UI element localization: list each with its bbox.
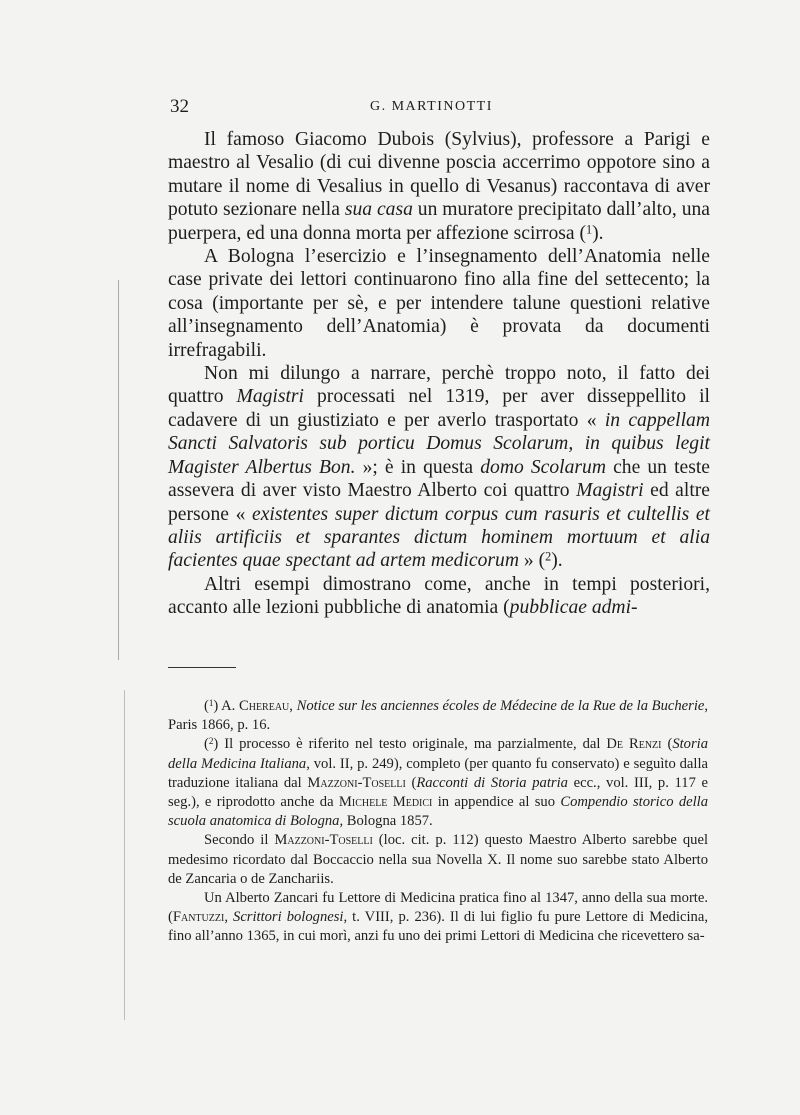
footnote-ref-2[interactable]: 2 (545, 549, 552, 564)
running-title: G. MARTINOTTI (370, 99, 493, 114)
footnote-separator (168, 667, 236, 668)
footnote-2-continued-a: Secondo il Mazzoni-Toselli (loc. cit. p. 112) questo Maestro Alberto sarebbe quel medesimo ricordato dal Boccaccio nella sua Novella X. Il nome suo sarebbe stato Alberto de Zancaria o de Zanchariis. (168, 832, 708, 887)
paragraph-2: A Bologna l’esercizio e l’insegnamento dell’Anatomia nelle case private dei lettori continuarono fino alla fine del settecento; la cosa (importante per sè, e per intendere talune questioni relative all’insegnamento dell’Anatomia) è provata da documenti irrefragabili. (168, 246, 710, 361)
main-text (168, 128, 710, 620)
footnote-ref-1[interactable]: 1 (585, 222, 593, 237)
footnotes (168, 697, 708, 947)
footnote-2: ($^2$) Il processo è riferito nel testo originale, ma parzialmente, dal De Renzi (Storia della Medicina Italiana, vol. II, p. 249), completo (per quanto fu conservato) e seguìto dalla traduzione italiana dal Mazzoni-Toselli (Racconti di Storia patria ecc., vol. III, p. 117 e seg.), e riprodotto anche da Michele Medici in appendice al suo Compendio storico della scuola anatomica di Bologna, Bologna 1857. (168, 736, 709, 830)
footnote-2-continued-b: Un Alberto Zancari fu Lettore di Medicina pratica fino al 1347, anno della sua morte. (Fantuzzi, Scrittori bolognesi, t. VIII, p. 236). Il di lui figlio fu pure Lettore di Medicina, fino all’anno 1365, in cui morì, anzi fu uno dei primi Lettori di Medicina che ricevettero sa- (168, 890, 708, 945)
footnote-1: ($^1$) A. Chereau, Notice sur les anciennes écoles de Médecine de la Rue de la Bucherie, Paris 1866, p. 16. (168, 697, 709, 734)
paragraph-1: Il famoso Giacomo Dubois (Sylvius), professore a Parigi e maestro al Vesalio (di cui divenne poscia accerrimo oppotore sino a mutare il nome di Vesalius in quello di Vesanus) raccontava di aver potuto sezionare nella sua casa un muratore precipitato dall’alto, una puerpera, ed una donna morta per affezione scirrosa ($^1$). (168, 129, 710, 244)
page-number: 32 (170, 96, 189, 117)
margin-pencil-line-lower (124, 690, 125, 1020)
margin-pencil-line (118, 280, 119, 660)
paragraph-4: Altri esempi dimostrano come, anche in tempi posteriori, accanto alle lezioni pubbliche di anatomia (pubblicae admi- (168, 573, 710, 619)
paragraph-3: Non mi dilungo a narrare, perchè troppo noto, il fatto dei quattro Magistri processati nel 1319, per aver disseppellito il cadavere di un giustiziato e per averlo trasportato « in cappellam Sancti Salvatoris sub porticu Domus Scolarum, in quibus legit Magister Albertus Bon. »; è in questa domo Scolarum che un teste assevera di aver visto Maestro Alberto coi quattro Magistri ed altre persone « existentes super dictum corpus cum rasuris et cultellis et aliis artificiis et sparantes dictum hominem mortuum et alia facientes quae spectant ad artem medicorum » ($^2$). (168, 363, 710, 572)
